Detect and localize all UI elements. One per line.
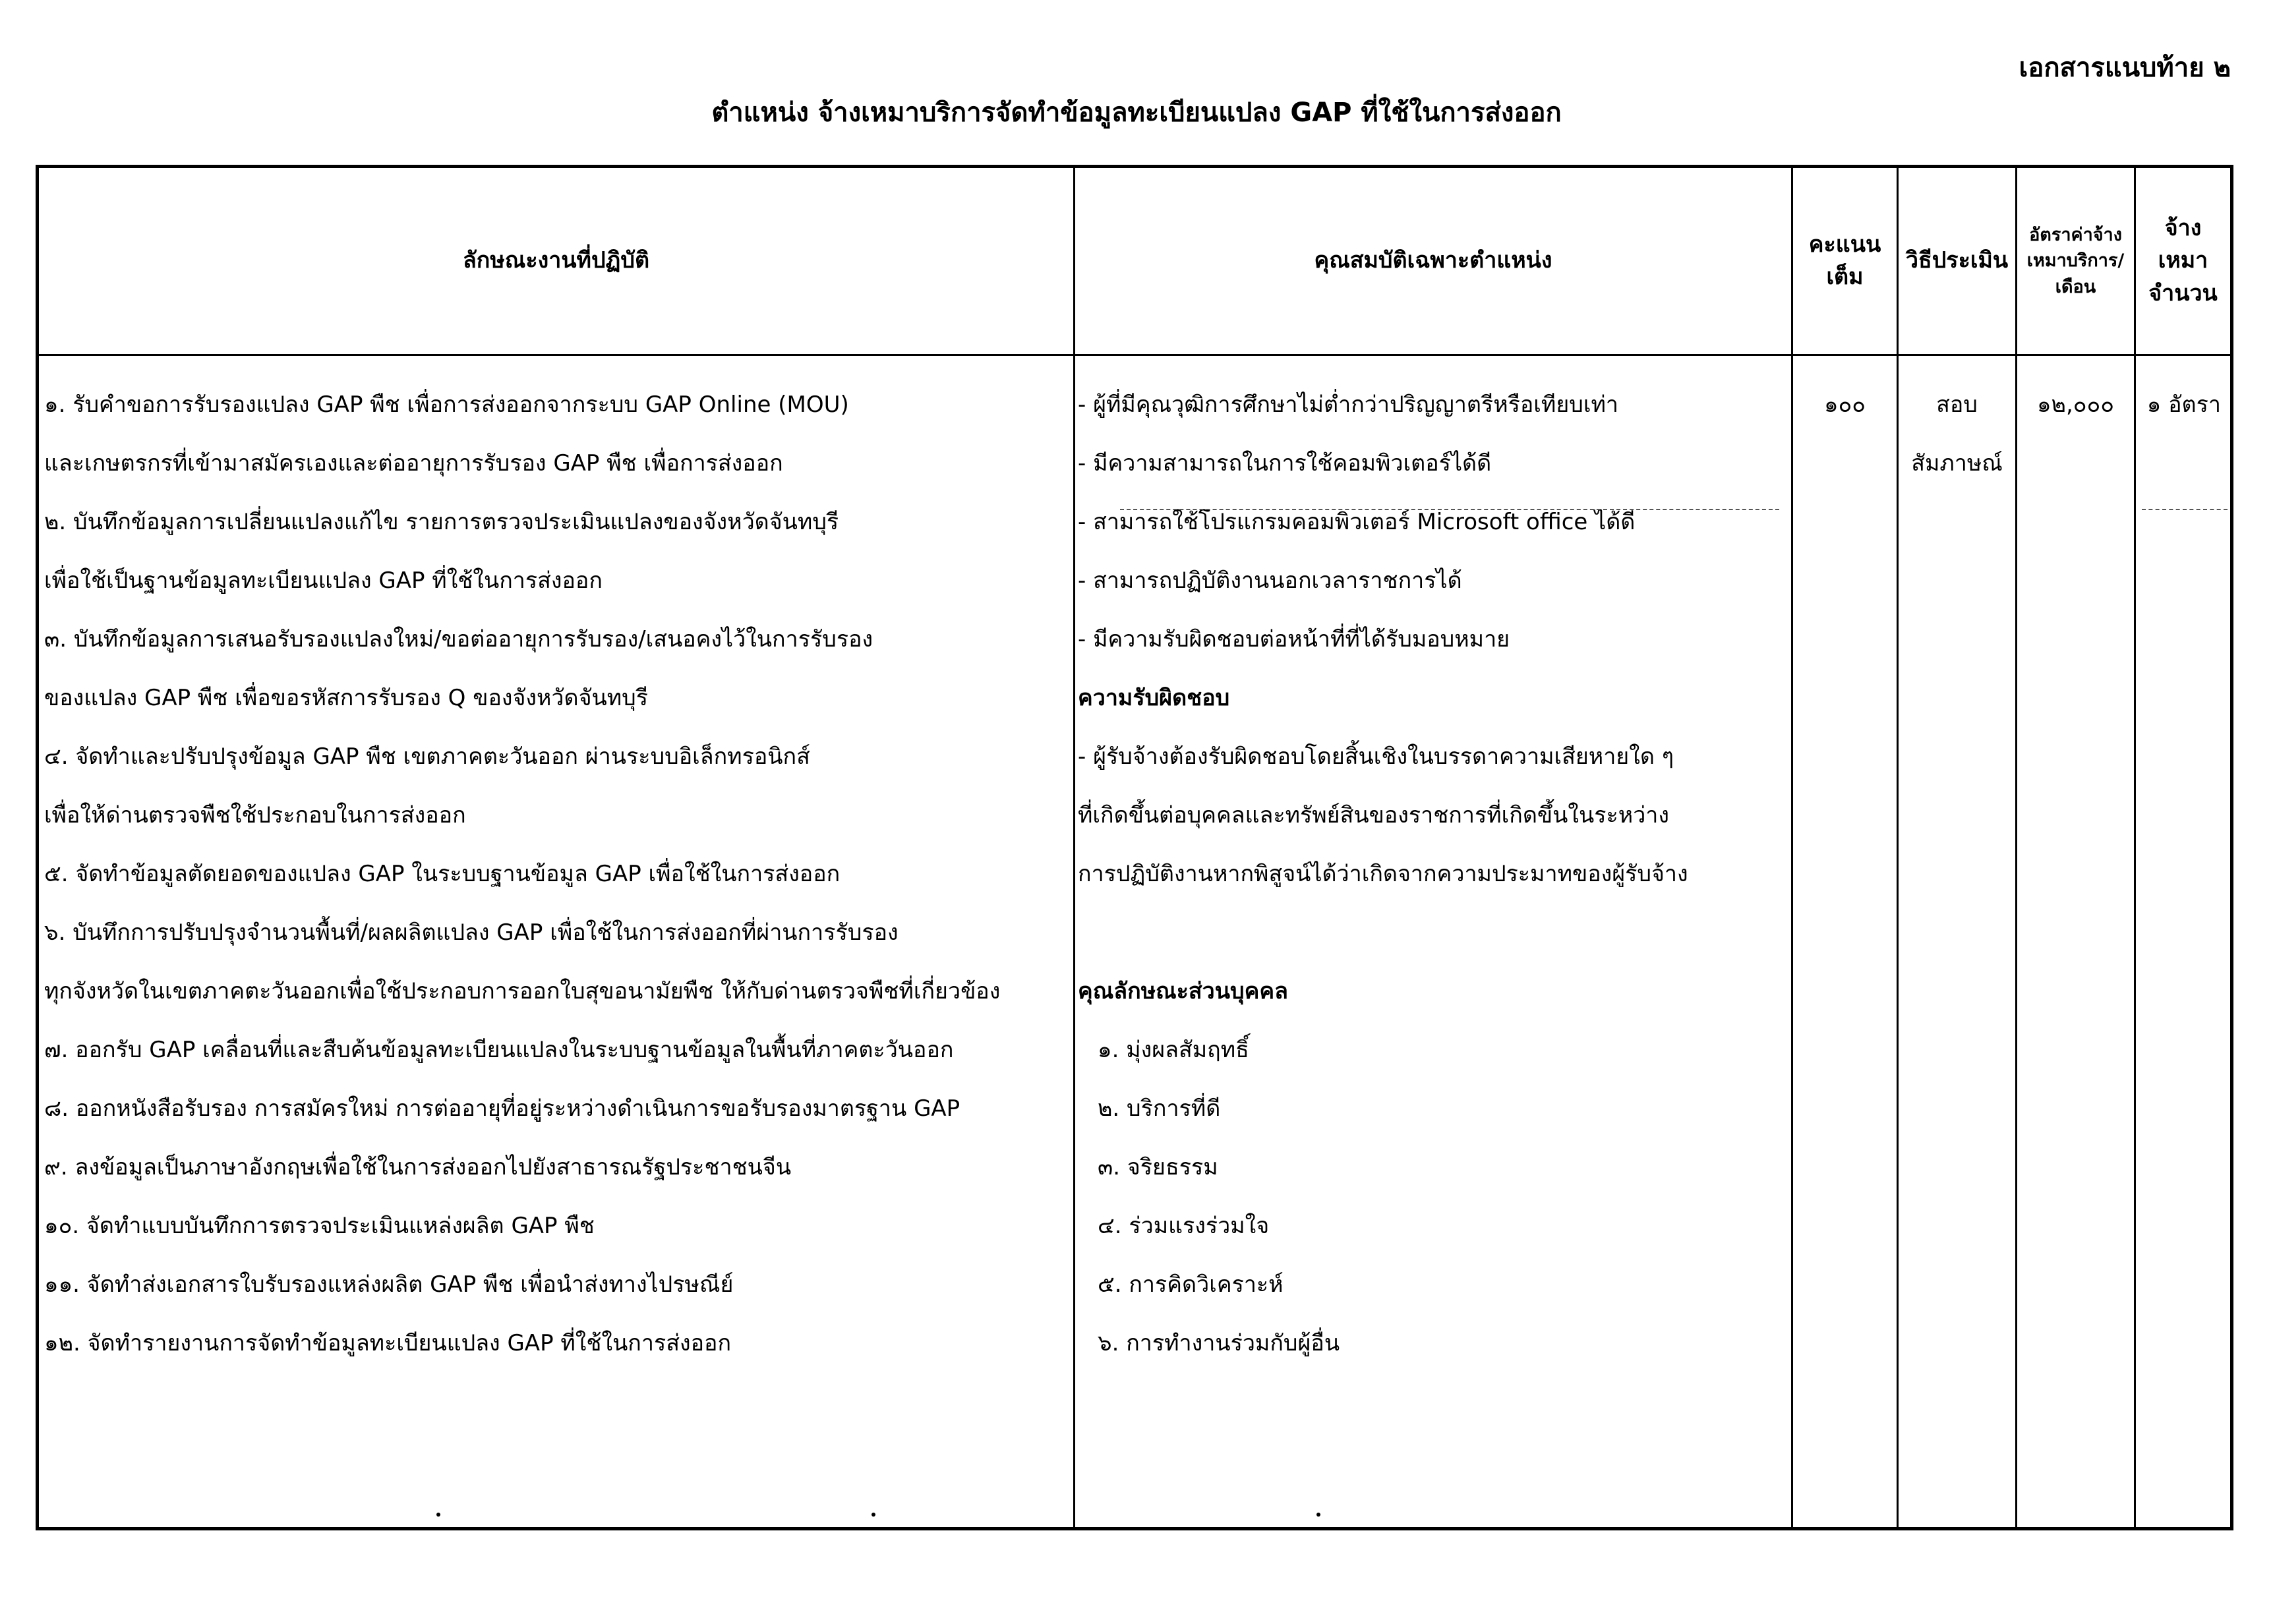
duty-line: ๓. บันทึกข้อมูลการเสนอรับรองแปลงใหม่/ขอต่ออายุการรับรอง/เสนอคงไว้ในการรับรอง [44, 626, 873, 652]
duty-line: ของแปลง GAP พืช เพื่อขอรหัสการรับรอง Q ของจังหวัดจันทบุรี [44, 685, 648, 711]
evaluation-method-line1: สอบ [1936, 392, 1978, 418]
duty-line: ๑๐. จัดทำแบบบันทึกการตรวจประเมินแหล่งผลิต GAP พืช [44, 1213, 595, 1239]
duty-line: ๘. ออกหนังสือรับรอง การสมัครใหม่ การต่ออายุที่อยู่ระหว่างดำเนินการขอรับรองมาตรฐาน GAP [44, 1095, 960, 1122]
full-score-value: ๑๐๐ [1823, 392, 1866, 418]
duties-list [44, 376, 1059, 1373]
header-qualifications: คุณสมบัติเฉพาะตำแหน่ง [1314, 247, 1552, 274]
duty-line: ๙. ลงข้อมูลเป็นภาษาอังกฤษเพื่อใช้ในการส่งออกไปยังสาธารณรัฐประชาชนจีน [44, 1154, 792, 1180]
duty-line: ๒. บันทึกข้อมูลการเปลี่ยนแปลงแก้ไข รายการตรวจประเมินแปลงของจังหวัดจันทบุรี [44, 509, 839, 535]
qualification-line: - สามารถปฏิบัติงานนอกเวลาราชการได้ [1078, 567, 1462, 594]
duty-line: ๔. จัดทำและปรับปรุงข้อมูล GAP พืช เขตภาคตะวันออก ผ่านระบบอิเล็กทรอนิกส์ [44, 743, 810, 770]
duty-line: ทุกจังหวัดในเขตภาคตะวันออกเพื่อใช้ประกอบการออกใบสุขอนามัยพืช ให้กับด่านตรวจพืชที่เกี่ยวข้อง [44, 978, 1001, 1004]
duty-line: ๗. ออกรับ GAP เคลื่อนที่และสืบค้นข้อมูลทะเบียนแปลงในระบบฐานข้อมูลในพื้นที่ภาคตะวันออก [44, 1037, 954, 1063]
rate-value: ๑๒,๐๐๐ [2036, 392, 2115, 418]
position-table [36, 165, 2233, 1530]
qualification-spacer [1078, 904, 1783, 962]
duty-line: ๕. จัดทำข้อมูลตัดยอดของแปลง GAP ในระบบฐานข้อมูล GAP เพื่อใช้ในการส่งออก [44, 861, 841, 887]
qualification-line: การปฏิบัติงานหากพิสูจน์ได้ว่าเกิดจากความประมาทของผู้รับจ้าง [1078, 861, 1688, 887]
hire-count-value: ๑ อัตรา [2146, 392, 2221, 418]
duty-line: เพื่อใช้เป็นฐานข้อมูลทะเบียนแปลง GAP ที่ใช้ในการส่งออก [44, 567, 603, 594]
personal-trait-line: ๕. การคิดวิเคราะห์ [1098, 1271, 1284, 1298]
scan-artifact-dot [1316, 1513, 1320, 1517]
header-full-score: คะแนนเต็ม [1808, 231, 1881, 290]
duty-line: ๑. รับคำขอการรับรองแปลง GAP พืช เพื่อการส่งออกจากระบบ GAP Online (MOU) [44, 392, 849, 418]
personal-traits-heading: คุณลักษณะส่วนบุคคล [1078, 978, 1288, 1004]
personal-trait-line: ๒. บริการที่ดี [1098, 1095, 1221, 1122]
header-hire-count: จ้างเหมาจำนวน [2148, 215, 2218, 306]
qualification-line: - มีความสามารถในการใช้คอมพิวเตอร์ได้ดี [1078, 450, 1492, 477]
header-duties: ลักษณะงานที่ปฏิบัติ [462, 247, 650, 274]
responsibility-heading: ความรับผิดชอบ [1078, 685, 1230, 711]
qualification-line: - มีความรับผิดชอบต่อหน้าที่ที่ได้รับมอบหมาย [1078, 626, 1510, 652]
personal-trait-line: ๑. มุ่งผลสัมฤทธิ์ [1098, 1037, 1249, 1063]
duty-line: ๖. บันทึกการปรับปรุงจำนวนพื้นที่/ผลผลิตแปลง GAP เพื่อใช้ในการส่งออกที่ผ่านการรับรอง [44, 919, 899, 946]
personal-trait-line: ๔. ร่วมแรงร่วมใจ [1098, 1213, 1270, 1239]
duty-line: ๑๑. จัดทำส่งเอกสารใบรับรองแหล่งผลิต GAP พืช เพื่อนำส่งทางไปรษณีย์ [44, 1271, 734, 1298]
header-rate: อัตราค่าจ้างเหมาบริการ/เดือน [2026, 225, 2125, 297]
qualification-line: - สามารถใช้โปรแกรมคอมพิวเตอร์ Microsoft office ได้ดี [1078, 509, 1636, 535]
table-body [39, 356, 2230, 1527]
qualification-line: - ผู้ที่มีคุณวุฒิการศึกษาไม่ต่ำกว่าปริญญาตรีหรือเทียบเท่า [1078, 392, 1618, 418]
header-evaluation-method: วิธีประเมิน [1905, 247, 2009, 274]
duty-line: ๑๒. จัดทำรายงานการจัดทำข้อมูลทะเบียนแปลง GAP ที่ใช้ในการส่งออก [44, 1330, 732, 1356]
document-title: ตำแหน่ง จ้างเหมาบริการจัดทำข้อมูลทะเบียนแปลง GAP ที่ใช้ในการส่งออก [711, 98, 1562, 128]
evaluation-method-line2: สัมภาษณ์ [1911, 450, 2003, 477]
personal-trait-line: ๖. การทำงานร่วมกับผู้อื่น [1098, 1330, 1340, 1356]
scan-artifact-dot [871, 1513, 875, 1517]
duty-line: เพื่อให้ด่านตรวจพืชใช้ประกอบในการส่งออก [44, 802, 466, 828]
scan-artifact-line [1120, 509, 1779, 510]
qualification-line: ที่เกิดขึ้นต่อบุคคลและทรัพย์สินของราชการที่เกิดขึ้นในระหว่าง [1078, 802, 1669, 828]
duty-line: และเกษตรกรที่เข้ามาสมัครเองและต่ออายุการรับรอง GAP พืช เพื่อการส่งออก [44, 450, 783, 477]
qualification-line: - ผู้รับจ้างต้องรับผิดชอบโดยสิ้นเชิงในบรรดาความเสียหายใด ๆ [1078, 743, 1674, 770]
document-reference: เอกสารแนบท้าย ๒ [2019, 53, 2231, 83]
personal-trait-line: ๓. จริยธรรม [1098, 1154, 1218, 1180]
scan-artifact-line [2142, 509, 2228, 510]
evaluation-method-value [1899, 376, 2015, 493]
scan-artifact-dot [436, 1513, 440, 1517]
qualifications-list [1078, 376, 1783, 1373]
